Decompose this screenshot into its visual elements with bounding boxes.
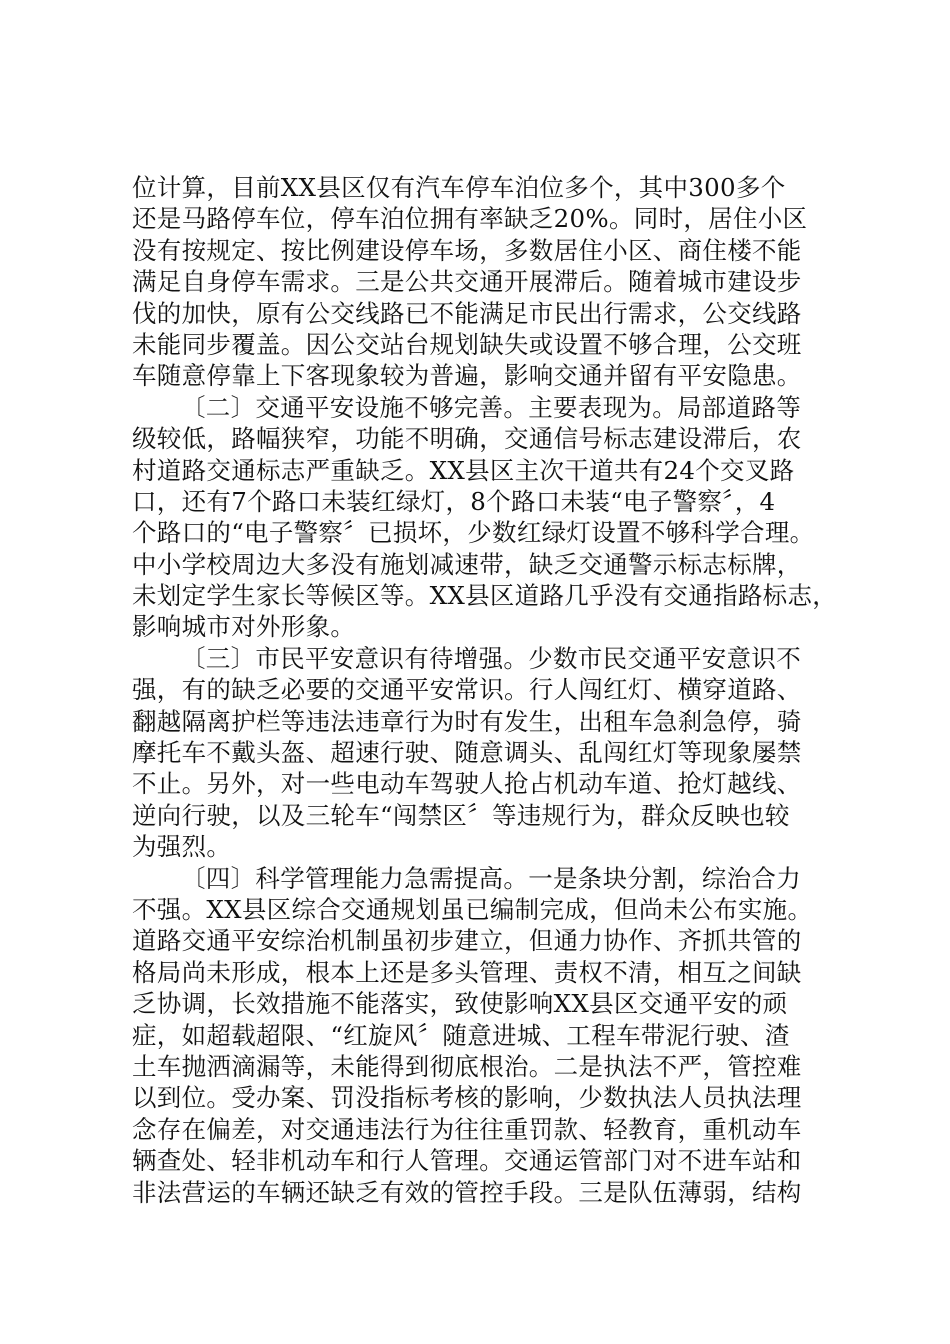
text-line: 逆向行驶，以及三轮车“闯禁区〞等违规行为，群众反映也较 [132, 800, 790, 830]
text-line: 以到位。受办案、罚没指标考核的影响，少数执法人员执法理 [132, 1083, 802, 1113]
text-line: 级较低，路幅狭窄，功能不明确，交通信号标志建设滞后，农 [132, 424, 802, 454]
text-line: 影响城市对外形象。 [132, 612, 356, 642]
text-line: 不止。另外，对一些电动车驾驶人抢占机动车道、抢灯越线、 [132, 769, 802, 799]
text-line: 个路口的“电子警察〞已损坏，少数红绿灯设置不够科学合理。 [132, 518, 815, 548]
text-line: 辆查处、轻非机动车和行人管理。交通运管部门对不进车站和 [132, 1146, 802, 1176]
paragraph-first-line: 〔四〕科学管理能力急需提高。一是条块分割，综治合力 [181, 863, 801, 893]
text-line: 伐的加快，原有公交线路已不能满足市民出行需求，公交线路 [132, 298, 802, 328]
text-line: 摩托车不戴头盔、超速行驶、随意调头、乱闯红灯等现象屡禁 [132, 738, 802, 768]
text-line: 口，还有7个路口未装红绿灯，8个路口未装“电子警察〞，4 [132, 486, 776, 516]
paragraph-first-line: 〔二〕交通平安设施不够完善。主要表现为。局部道路等 [181, 392, 801, 422]
text-line: 未能同步覆盖。因公交站台规划缺失或设置不够合理，公交班 [132, 329, 802, 359]
text-line: 道路交通平安综治机制虽初步建立，但通力协作、齐抓共管的 [132, 926, 802, 956]
text-line: 村道路交通标志严重缺乏。XX县区主次干道共有24个交叉路 [132, 455, 795, 485]
text-line: 念存在偏差，对交通违法行为往往重罚款、轻教育，重机动车 [132, 1114, 802, 1144]
text-line: 车随意停靠上下客现象较为普遍，影响交通并留有平安隐患。 [132, 361, 802, 391]
text-line: 翻越隔离护栏等违法违章行为时有发生，出租车急刹急停，骑 [132, 706, 802, 736]
text-line: 没有按规定、按比例建设停车场，多数居住小区、商住楼不能 [132, 235, 802, 265]
text-line: 为强烈。 [132, 832, 232, 862]
text-line: 强，有的缺乏必要的交通平安常识。行人闯红灯、横穿道路、 [132, 675, 802, 705]
text-line: 不强。XX县区综合交通规划虽已编制完成，但尚未公布实施。 [132, 894, 813, 924]
text-line: 还是马路停车位，停车泊位拥有率缺乏20%。同时，居住小区 [132, 204, 808, 234]
text-line: 满足自身停车需求。三是公共交通开展滞后。随着城市建设步 [132, 267, 802, 297]
text-line: 症，如超载超限、“红旋风〞随意进城、工程车带泥行驶、渣 [132, 1020, 790, 1050]
text-line: 中小学校周边大多没有施划减速带，缺乏交通警示标志标牌， [132, 549, 802, 579]
text-line: 乏协调，长效措施不能落实，致使影响XX县区交通平安的顽 [132, 989, 788, 1019]
text-line: 非法营运的车辆还缺乏有效的管控手段。三是队伍薄弱，结构 [132, 1177, 802, 1207]
text-line: 格局尚未形成，根本上还是多头管理、责权不清，相互之间缺 [132, 957, 802, 987]
paragraph-first-line: 〔三〕市民平安意识有待增强。少数市民交通平安意识不 [181, 643, 801, 673]
document-body-text [132, 172, 838, 1208]
text-line: 位计算，目前XX县区仅有汽车停车泊位多个，其中300多个 [132, 173, 786, 202]
text-line: 未划定学生家长等候区等。XX县区道路几乎没有交通指路标志， [132, 581, 838, 611]
text-line: 土车抛洒滴漏等，未能得到彻底根治。二是执法不严，管控难 [132, 1051, 802, 1081]
